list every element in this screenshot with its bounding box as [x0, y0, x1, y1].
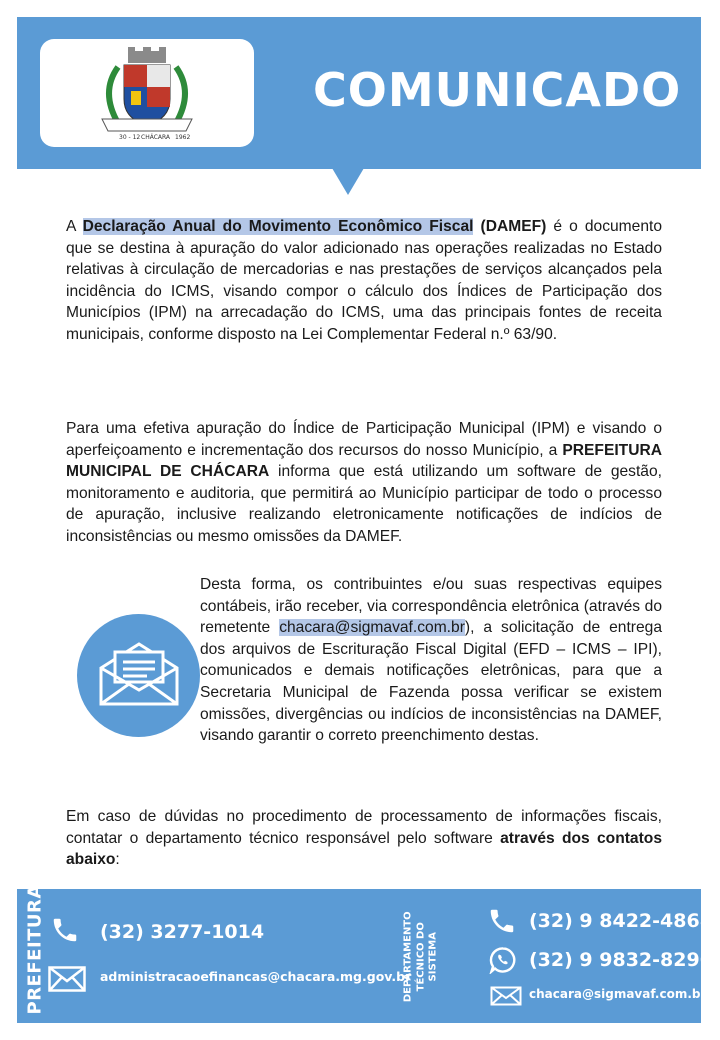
depto-label-line: TÉCNICO DO [414, 922, 426, 992]
text-span: Em caso de dúvidas no procedimento de processamento de informações fiscais, contatar o departamento técnico responsável pelo software [66, 808, 662, 847]
text-span: Para uma efetiva apuração do Índice de Participação Municipal (IPM) e visando o aperfeiçoamento e incrementação dos recursos do nosso Município, a [66, 420, 662, 459]
depto-label-line: DEPARTAMENTO [402, 911, 414, 1003]
text-span: : [115, 851, 120, 869]
page-title: COMUNICADO [313, 63, 682, 117]
phone-icon [50, 915, 80, 945]
ribbon-left-text: 30 - 12 [119, 134, 141, 141]
text-span: A [66, 218, 83, 235]
contact-emphasis: através dos contatos abaixo [66, 829, 662, 869]
damef-acronym: (DAMEF) [473, 218, 547, 235]
depto-phone[interactable]: (32) 9 8422-4868 [529, 910, 713, 932]
departamento-label [402, 901, 440, 1013]
text-span: ), a solicitação de entrega dos arquivos de Escrituração Fiscal Digital (EFD – ICMS – IPI), comunicados e demais notificações eletrônicas, para que a Secretaria Municipal de Fazenda possa verificar se existem omissões, divergências ou indícios de inconsistências na DAMEF, visando garantir o correto preenchimento destas. [200, 619, 662, 745]
header-pointer [332, 168, 364, 195]
whatsapp-icon [489, 946, 517, 974]
ribbon-center-text: CHÁCARA [141, 134, 171, 141]
phone-icon [487, 906, 517, 936]
logo-ribbon [40, 39, 254, 147]
email-icon [48, 966, 86, 992]
logo-card [40, 39, 254, 147]
prefeitura-email[interactable]: administracaoefinancas@chacara.mg.gov.br [100, 969, 412, 984]
prefeitura-phone[interactable]: (32) 3277-1014 [100, 921, 265, 943]
email-icon [490, 986, 522, 1006]
text-span: informa que está utilizando um software de gestão, monitoramento e auditoria, que permitirá ao Município participar de todo o processo de apuração, inclusive realizando eletronicamente notificações de indícios de inconsistências ou mesmo omissões da DAMEF. [66, 463, 662, 545]
paragraph-notifications [200, 574, 662, 747]
depto-whatsapp[interactable]: (32) 9 9832-8296 [529, 949, 713, 971]
footer-contacts [17, 884, 713, 1023]
mail-circle [77, 614, 200, 737]
paragraph-damef-definition [66, 216, 662, 346]
sender-email-link[interactable]: chacara@sigmavaf.com.br [279, 619, 465, 637]
prefeitura-label: PREFEITURA [24, 884, 46, 1015]
highlight-damef-name [83, 218, 474, 235]
paragraph-contact [66, 806, 662, 871]
envelope-letter-icon [97, 642, 181, 708]
paragraph-ipm [66, 418, 662, 548]
text-span: é o documento que se destina à apuração do valor adicionado nas operações realizadas no Estado relativas à circulação de mercadorias e nas prestações de serviços alcançados pela incidência do ICMS, visando compor o cálculo dos Índices de Participação dos Municípios (IPM) na arrecadação do ICMS, uma das principais fontes de receita municipais, conforme disposto na Lei Complementar Federal n.º 63/90. [66, 218, 663, 343]
depto-label-line: SISTEMA [427, 932, 439, 982]
header-banner [17, 17, 701, 169]
prefeitura-name: PREFEITURA MUNICIPAL DE CHÁCARA [66, 441, 662, 481]
text-span: Desta forma, os contribuintes e/ou suas respectivas equipes contábeis, irão receber, via correspondência eletrônica (através do remetente [200, 576, 662, 637]
damef-name: Declaração Anual do Movimento Econômico Fiscal [82, 218, 474, 235]
depto-email[interactable]: chacara@sigmavaf.com.br [529, 987, 707, 1001]
ribbon-right-text: 1962 [175, 134, 191, 141]
